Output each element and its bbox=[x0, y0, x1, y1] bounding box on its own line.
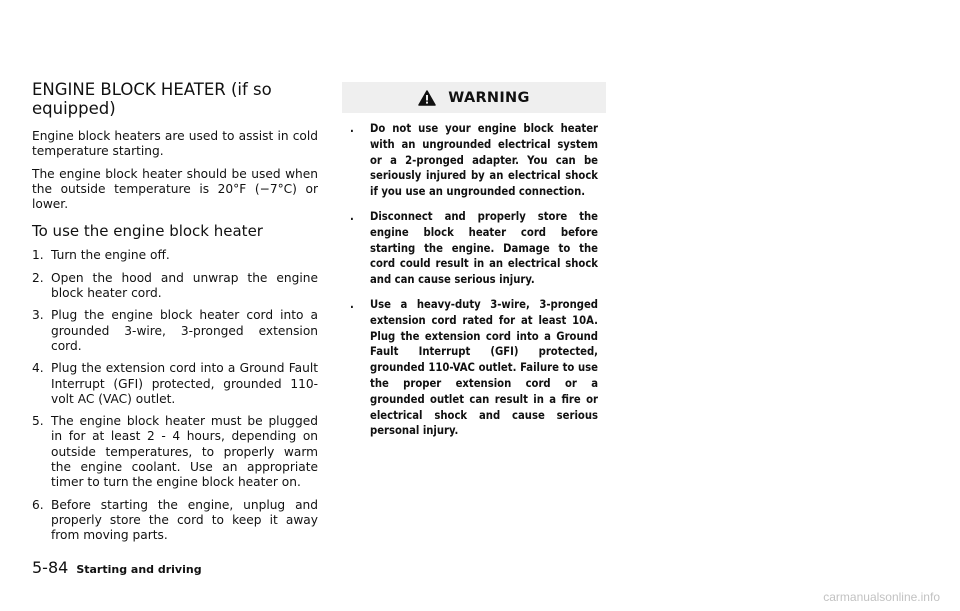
warning-triangle-icon bbox=[418, 90, 436, 106]
step-number: 1. bbox=[32, 248, 44, 263]
page-footer bbox=[32, 558, 202, 577]
step-text: Before starting the engine, unplug and properly store the cord to keep it away from moving parts. bbox=[51, 497, 318, 543]
step-item bbox=[32, 248, 318, 263]
warning-body bbox=[342, 113, 606, 438]
temperature-paragraph: The engine block heater should be used when the outside temperature is 20°F (−7°C) or lower. bbox=[32, 166, 318, 212]
page-number: 5-84 bbox=[32, 558, 69, 577]
step-number: 4. bbox=[32, 361, 44, 376]
bullet: . bbox=[350, 122, 354, 135]
step-text: Open the hood and unwrap the engine block heater cord. bbox=[51, 270, 318, 301]
left-column bbox=[32, 80, 318, 551]
watermark: carmanualsonline.info bbox=[823, 590, 940, 604]
warning-item bbox=[350, 297, 598, 439]
step-number: 5. bbox=[32, 414, 44, 429]
warning-text: Do not use your engine block heater with an ungrounded electrical system or a 2-pronged adapter. You can be seriously injured by an electrical shock if you use an ungrounded connection. bbox=[370, 122, 598, 199]
warning-text: Disconnect and properly store the engine block heater cord before starting the engine. Damage to the cord could result in an electrical shock and can cause serious injury. bbox=[370, 209, 598, 287]
step-item bbox=[32, 498, 318, 544]
warning-item bbox=[350, 121, 598, 200]
warning-title: WARNING bbox=[448, 89, 530, 106]
subsection-title: To use the engine block heater bbox=[32, 222, 263, 241]
step-item bbox=[32, 361, 318, 407]
step-text: Plug the extension cord into a Ground Fault Interrupt (GFI) protected, grounded 110-volt AC (VAC) outlet. bbox=[51, 361, 318, 406]
intro-paragraph: Engine block heaters are used to assist in cold temperature starting. bbox=[32, 129, 318, 159]
step-number: 3. bbox=[32, 308, 44, 323]
step-number: 6. bbox=[32, 497, 44, 512]
step-number: 2. bbox=[32, 270, 44, 285]
warning-header bbox=[342, 82, 606, 113]
warning-item bbox=[350, 209, 598, 288]
warning-box bbox=[342, 82, 606, 438]
step-text: Plug the engine block heater cord into a grounded 3-wire, 3-pronged extension cord. bbox=[51, 308, 318, 353]
step-item bbox=[32, 414, 318, 490]
step-item bbox=[32, 271, 318, 302]
step-item bbox=[32, 308, 318, 354]
warning-text: Use a heavy-duty 3-wire, 3-pronged extension cord rated for at least 10A. Plug the extension cord into a Ground Fault Interrupt (GFI) protected, grounded 110-VAC outlet. Failure to use the proper extension cord or a grounded outlet can result in a fire or electrical shock and cause serious personal injury. bbox=[370, 297, 598, 438]
warning-list bbox=[350, 121, 598, 439]
step-text: Turn the engine off. bbox=[51, 248, 170, 263]
steps-list bbox=[32, 248, 318, 543]
step-text: The engine block heater must be plugged in for at least 2 - 4 hours, depending on outside temperatures, to properly warm the engine coolant. Use an appropriate timer to turn the engine block heater on. bbox=[51, 414, 318, 490]
footer-section-label: Starting and driving bbox=[76, 563, 202, 576]
bullet: . bbox=[350, 297, 354, 311]
section-title: ENGINE BLOCK HEATER (if so equipped) bbox=[32, 80, 272, 118]
bullet: . bbox=[350, 209, 354, 223]
